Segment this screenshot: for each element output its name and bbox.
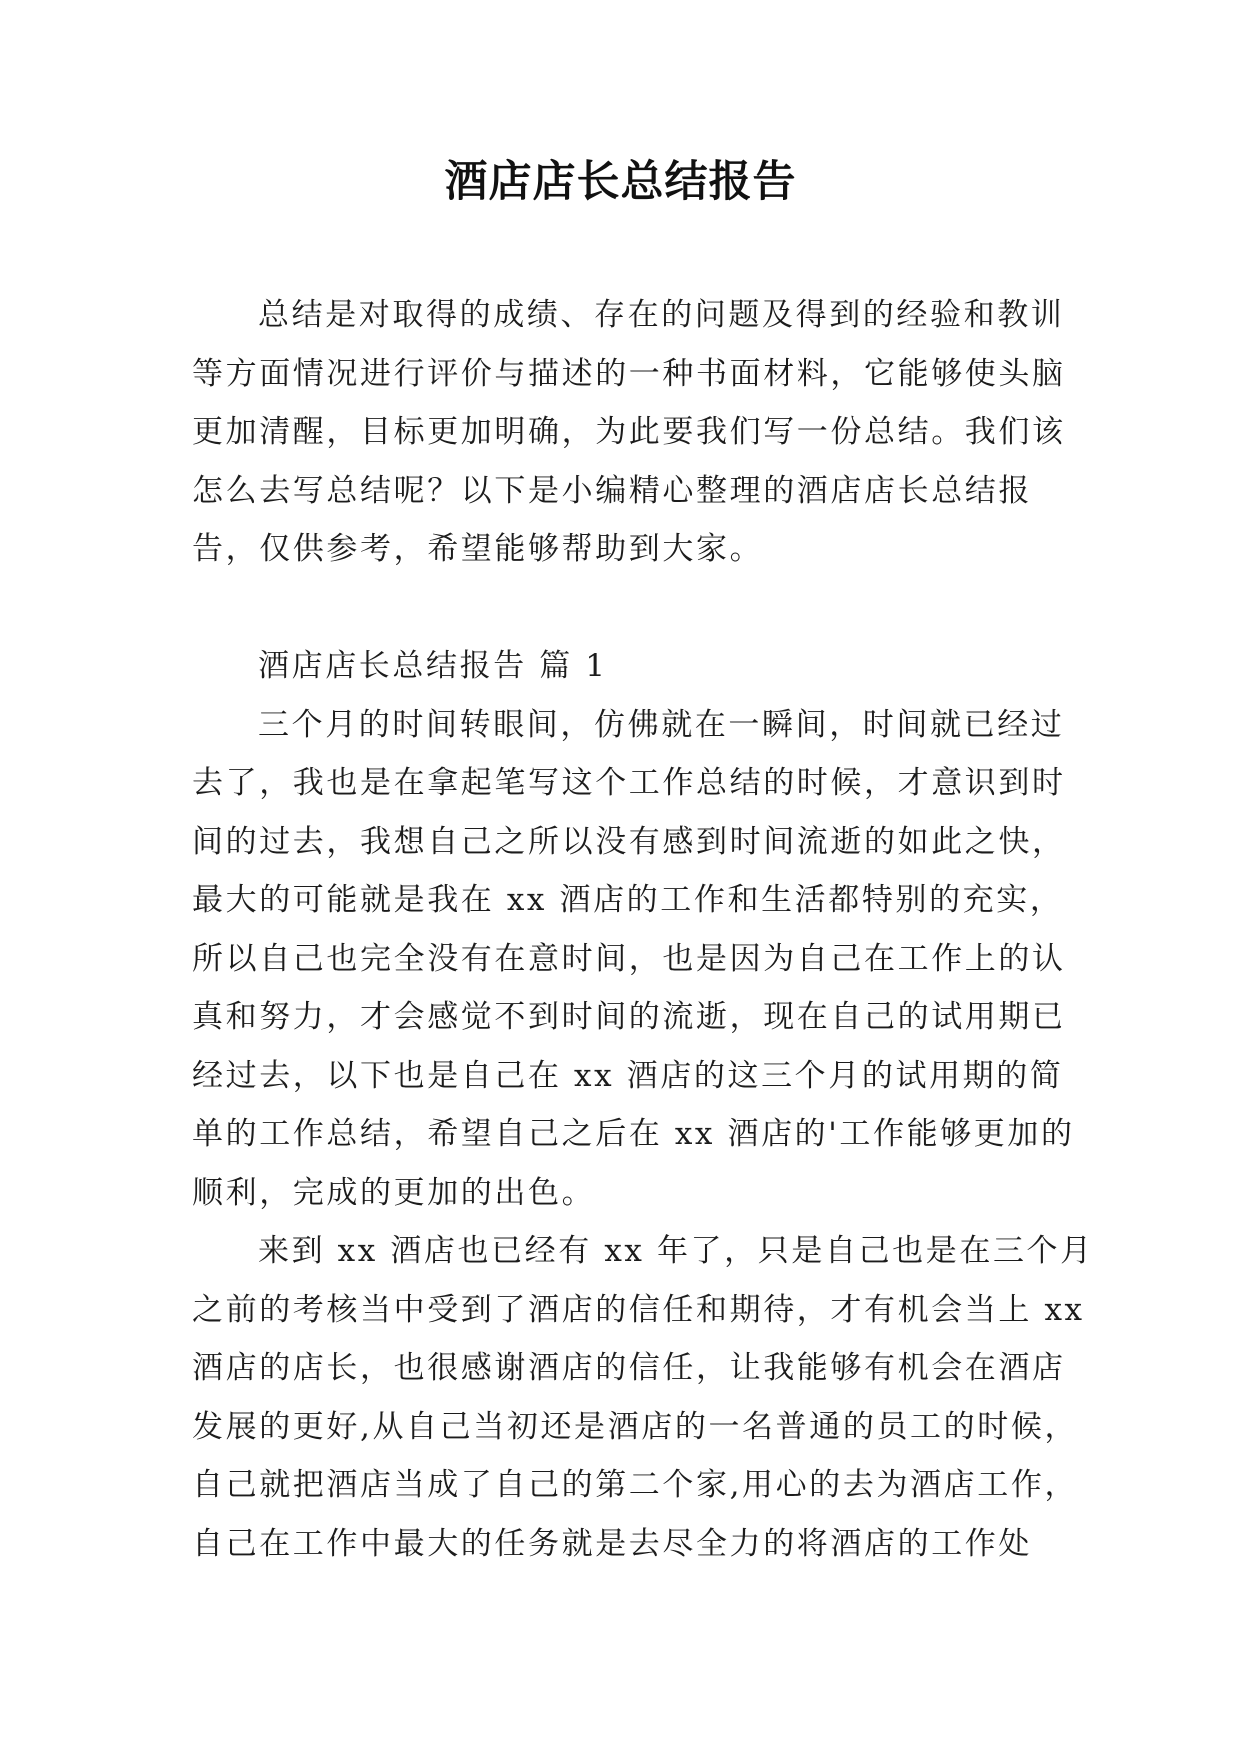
document-title: 酒店店长总结报告 — [444, 157, 797, 207]
paragraph-line: 经过去，以下也是自己在 xx 酒店的这三个月的试用期的简 — [192, 1057, 1064, 1094]
paragraph-line: 自己在工作中最大的任务就是去尽全力的将酒店的工作处 — [192, 1525, 1032, 1562]
paragraph-line: 真和努力，才会感觉不到时间的流逝，现在自己的试用期已 — [192, 999, 1066, 1035]
intro-line: 怎么去写总结呢？以下是小编精心整理的酒店店长总结报 — [192, 472, 1032, 509]
paragraph-spacer — [192, 579, 1054, 638]
body-paragraph-1 — [192, 696, 1075, 1223]
body-paragraph-2 — [192, 1222, 1094, 1573]
intro-line: 等方面情况进行评价与描述的一种书面材料，它能够使头脑 — [192, 355, 1066, 392]
paragraph-line: 所以自己也完全没有在意时间，也是因为自己在工作上的认 — [192, 940, 1066, 977]
paragraph-line: 三个月的时间转眼间，仿佛就在一瞬间，时间就已经过 — [258, 706, 1065, 743]
paragraph-line: 去了，我也是在拿起笔写这个工作总结的时候，才意识到时 — [192, 765, 1066, 801]
paragraph-line: 之前的考核当中受到了酒店的信任和期待，才有机会当上 xx — [192, 1291, 1085, 1328]
paragraph-line: 酒店的店长，也很感谢酒店的信任，让我能够有机会在酒店 — [192, 1350, 1066, 1386]
paragraph-line: 间的过去，我想自己之所以没有感到时间流逝的如此之快， — [192, 823, 1066, 860]
document-body — [192, 286, 1094, 1573]
intro-line: 更加清醒，目标更加明确，为此要我们写一份总结。我们该 — [192, 414, 1066, 450]
intro-paragraph — [192, 286, 1066, 579]
section-heading: 酒店店长总结报告 篇 1 — [258, 648, 608, 684]
paragraph-line: 顺利，完成的更加的出色。 — [192, 1174, 596, 1211]
paragraph-line: 最大的可能就是我在 xx 酒店的工作和生活都特别的充实， — [192, 882, 1064, 918]
paragraph-line: 自己就把酒店当成了自己的第二个家,用心的去为酒店工作， — [192, 1467, 1079, 1503]
paragraph-line: 发展的更好,从自己当初还是酒店的一名普通的员工的时候， — [192, 1408, 1079, 1445]
intro-line: 告，仅供参考，希望能够帮助到大家。 — [192, 531, 764, 567]
intro-line: 总结是对取得的成绩、存在的问题及得到的经验和教训 — [258, 297, 1065, 333]
paragraph-line: 单的工作总结，希望自己之后在 xx 酒店的'工作能够更加的 — [192, 1116, 1075, 1152]
paragraph-line: 来到 xx 酒店也已经有 xx 年了，只是自己也是在三个月 — [258, 1233, 1094, 1269]
